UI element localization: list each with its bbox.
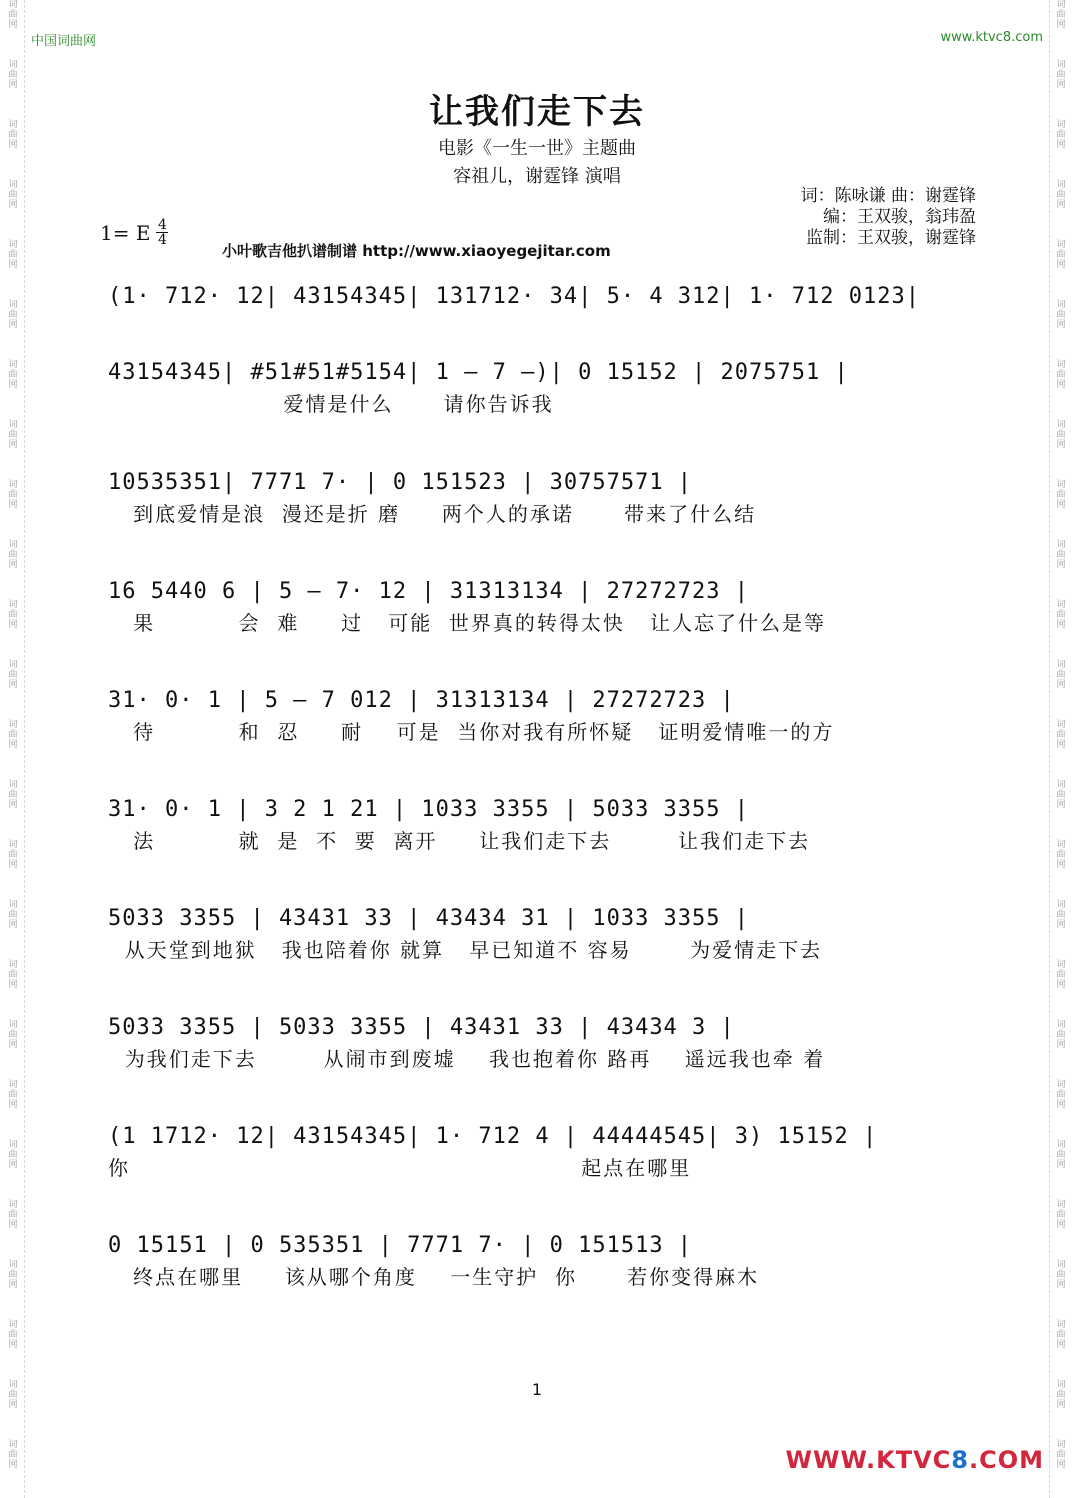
lyrics-line: 为我们走下去 从闹市到废墟 我也抱着你 路再 遥远我也牵 着	[108, 1047, 826, 1071]
watermark-text: 词曲网	[8, 840, 18, 870]
watermark-text: 词曲网	[1056, 1020, 1066, 1050]
lyrics-line: 你 起点在哪里	[108, 1156, 692, 1180]
watermark-text: 词曲网	[1056, 360, 1066, 390]
song-title: 让我们走下去	[429, 92, 645, 132]
time-signature	[156, 218, 168, 247]
lyrics-line: 终点在哪里 该从哪个角度 一生守护 你 若你变得麻木	[108, 1265, 760, 1289]
watermark-text: 词曲网	[1056, 1080, 1066, 1110]
watermark-text: 词曲网	[8, 360, 18, 390]
watermark-text: 词曲网	[1056, 180, 1066, 210]
notation-line: 43154345| #51#51#5154| 1 – 7 –)| 0 15152 | 2075751 |	[108, 360, 849, 385]
key-signature	[100, 218, 168, 247]
footer-logo[interactable]	[786, 1446, 1044, 1474]
watermark-text: 词曲网	[8, 240, 18, 270]
arranger: 编：王双骏，翁玮盈	[823, 207, 976, 227]
watermark-text: 词曲网	[8, 1080, 18, 1110]
watermark-text: 词曲网	[1056, 1140, 1066, 1170]
time-bottom: 4	[157, 232, 167, 248]
score-row-8	[108, 1013, 980, 1073]
watermark-text: 词曲网	[1056, 1260, 1066, 1290]
key-label: 1= E	[100, 220, 151, 245]
watermark-text: 词曲网	[1056, 720, 1066, 750]
watermark-text: 词曲网	[8, 1200, 18, 1230]
score-row-7	[108, 904, 980, 964]
watermark-text: 词曲网	[8, 540, 18, 570]
watermark-text: 词曲网	[8, 960, 18, 990]
score-row-4	[108, 577, 980, 637]
watermark-text: 词曲网	[1056, 600, 1066, 630]
watermark-text: 词曲网	[1056, 780, 1066, 810]
watermark-text: 词曲网	[1056, 900, 1066, 930]
watermark-text: 词曲网	[8, 1380, 18, 1410]
watermark-text: 词曲网	[8, 1020, 18, 1050]
watermark-text: 词曲网	[1056, 840, 1066, 870]
notation-line: (1 1712· 12| 43154345| 1· 712 4 | 44444545| 3) 15152 |	[108, 1124, 878, 1149]
notation-line: 10535351| 7771 7· | 0 151523 | 30757571 |	[108, 470, 693, 495]
score-row-1	[108, 282, 980, 342]
watermark-text: 词曲网	[8, 120, 18, 150]
watermark-text: 词曲网	[8, 1140, 18, 1170]
lyrics-line: 爱情是什么 请你告诉我	[108, 392, 554, 416]
logo-suffix: .COM	[968, 1446, 1044, 1474]
watermark-text: 词曲网	[8, 1320, 18, 1350]
lyricist-composer: 词：陈咏谦 曲：谢霆锋	[800, 186, 976, 206]
watermark-text: 词曲网	[1056, 1200, 1066, 1230]
score-row-10	[108, 1231, 980, 1291]
watermark-text: 词曲网	[1056, 0, 1066, 30]
watermark-text: 词曲网	[8, 600, 18, 630]
watermark-text: 词曲网	[8, 660, 18, 690]
score-row-5	[108, 686, 980, 746]
watermark-text: 词曲网	[1056, 960, 1066, 990]
lyrics-line: 果 会 难 过 可能 世界真的转得太快 让人忘了什么是等	[108, 611, 827, 635]
notation-line: 5033 3355 | 43431 33 | 43434 31 | 1033 3355 |	[108, 906, 750, 931]
score-row-2	[108, 358, 980, 418]
watermark-text: 词曲网	[1056, 420, 1066, 450]
transcriber-credit: 小叶歌吉他扒谱制谱 http://www.xiaoyegejitar.com	[222, 242, 611, 260]
time-top: 4	[157, 217, 167, 233]
logo-prefix: WWW.KTVC	[785, 1446, 952, 1474]
lyrics-line: 到底爱情是浪 漫还是折 磨 两个人的承诺 带来了什么结	[108, 502, 757, 526]
watermark-text: 词曲网	[8, 480, 18, 510]
lyrics-line	[108, 314, 980, 342]
logo-digit: 8	[951, 1446, 969, 1474]
watermark-text: 词曲网	[1056, 1320, 1066, 1350]
notation-line: 16 5440 6 | 5 – 7· 12 | 31313134 | 27272723 |	[108, 579, 750, 604]
watermark-text: 词曲网	[8, 1440, 18, 1470]
notation-line: 5033 3355 | 5033 3355 | 43431 33 | 43434 3 |	[108, 1015, 735, 1040]
left-watermark-strip	[2, 0, 25, 1498]
right-watermark-strip	[1049, 0, 1072, 1498]
notation-line: 31· 0· 1 | 5 – 7 012 | 31313134 | 27272723 |	[108, 688, 735, 713]
watermark-text: 词曲网	[1056, 60, 1066, 90]
score-row-3	[108, 468, 980, 528]
score-row-6	[108, 795, 980, 855]
producer: 监制：王双骏，谢霆锋	[806, 228, 976, 248]
lyrics-line: 法 就 是 不 要 离开 让我们走下去 让我们走下去	[108, 829, 811, 853]
watermark-text: 词曲网	[1056, 1440, 1066, 1470]
credits-block	[801, 186, 976, 249]
watermark-text: 词曲网	[8, 0, 18, 30]
watermark-text: 词曲网	[8, 1260, 18, 1290]
watermark-text: 词曲网	[8, 720, 18, 750]
watermark-text: 词曲网	[1056, 540, 1066, 570]
watermark-text: 词曲网	[8, 900, 18, 930]
watermark-text: 词曲网	[1056, 240, 1066, 270]
song-performers: 容祖儿，谢霆锋 演唱	[453, 166, 621, 187]
page-number: 1	[531, 1380, 543, 1399]
watermark-text: 词曲网	[1056, 660, 1066, 690]
song-subtitle: 电影《一生一世》主题曲	[438, 138, 636, 159]
watermark-text: 词曲网	[8, 300, 18, 330]
site-name-link[interactable]: 中国词曲网	[31, 34, 97, 49]
watermark-text: 词曲网	[1056, 480, 1066, 510]
lyrics-line: 从天堂到地狱 我也陪着你 就算 早已知道不 容易 为爱情走下去	[108, 938, 823, 962]
watermark-text: 词曲网	[1056, 300, 1066, 330]
watermark-text: 词曲网	[8, 420, 18, 450]
watermark-text: 词曲网	[8, 60, 18, 90]
site-url-link[interactable]: www.ktvc8.com	[940, 30, 1043, 45]
watermark-text: 词曲网	[8, 780, 18, 810]
score-row-9	[108, 1122, 980, 1182]
lyrics-line: 待 和 忍 耐 可是 当你对我有所怀疑 证明爱情唯一的方	[108, 720, 835, 744]
notation-line: 31· 0· 1 | 3 2 1 21 | 1033 3355 | 5033 3355 |	[108, 797, 750, 822]
notation-line: 0 15151 | 0 535351 | 7771 7· | 0 151513 |	[108, 1233, 693, 1258]
watermark-text: 词曲网	[1056, 1380, 1066, 1410]
notation-line: (1· 712· 12| 43154345| 131712· 34| 5· 4 312| 1· 712 0123|	[108, 284, 920, 309]
watermark-text: 词曲网	[8, 180, 18, 210]
watermark-text: 词曲网	[1056, 120, 1066, 150]
